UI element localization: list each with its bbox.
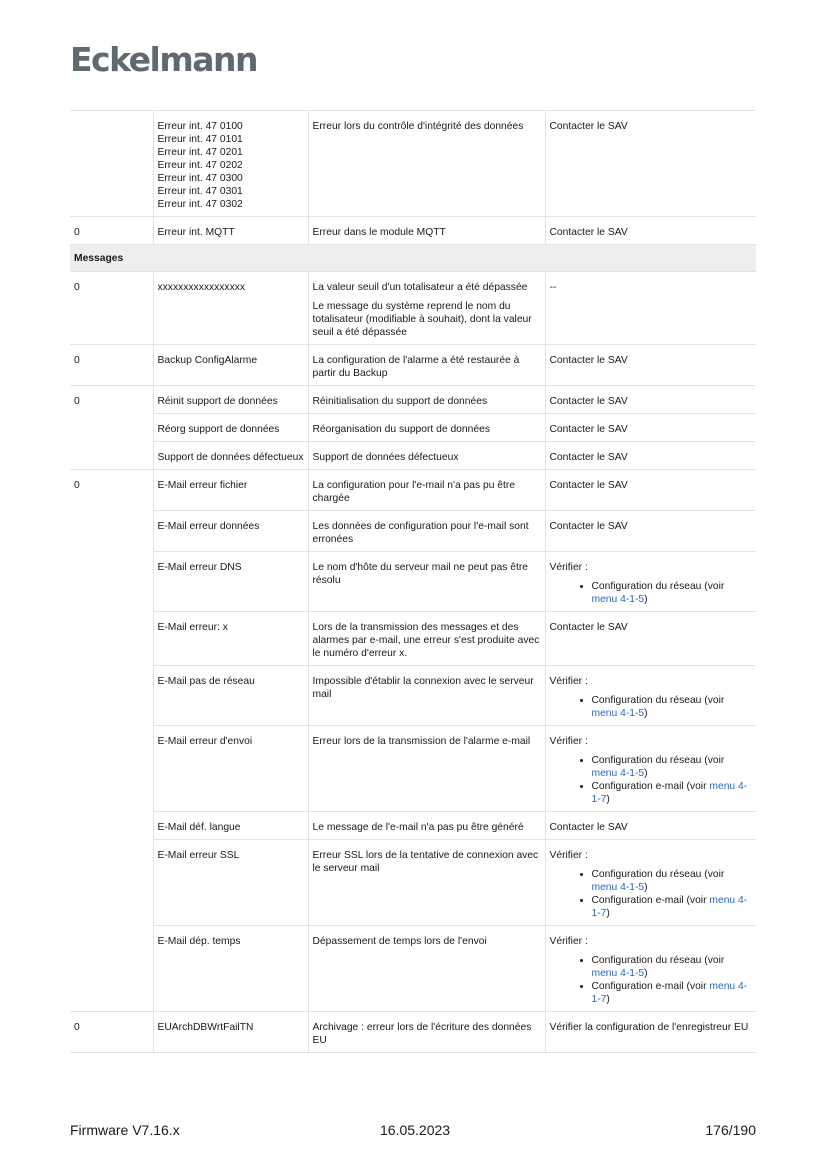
action-cell: Contacter le SAV [545,442,756,470]
action-cell: Contacter le SAV [545,111,756,217]
message-cell: Backup ConfigAlarme [153,345,308,386]
action-cell [545,552,756,612]
error-messages-table [70,110,756,1053]
priority-cell [70,840,153,926]
table-row [70,470,756,511]
action-cell [545,666,756,726]
description-cell: Dépassement de temps lors de l'envoi [308,926,545,1012]
priority-cell: 0 [70,217,153,245]
table-row [70,272,756,345]
action-cell: Vérifier la configuration de l'enregistreur EU [545,1012,756,1053]
check-list [550,868,753,920]
description-cell: Erreur lors du contrôle d'intégrité des données [308,111,545,217]
description-cell: Erreur SSL lors de la tentative de connexion avec le serveur mail [308,840,545,926]
action-cell: Contacter le SAV [545,511,756,552]
table-row [70,666,756,726]
action-intro: Vérifier : [549,936,588,947]
action-cell: Contacter le SAV [545,612,756,666]
table-row [70,442,756,470]
section-title: Messages [70,245,756,272]
description-cell: Réorganisation du support de données [308,414,545,442]
error-code: Erreur int. 47 0101 [157,134,243,145]
bullet-end: ) [644,594,648,605]
table-row [70,840,756,926]
priority-cell: 0 [70,386,153,414]
message-cell: E-Mail erreur: x [153,612,308,666]
description-cell: Réinitialisation du support de données [308,386,545,414]
description-cell: Le message de l'e-mail n'a pas pu être généré [308,812,545,840]
menu-link[interactable]: menu 4-1-5 [591,968,645,979]
table-row [70,552,756,612]
table-row [70,612,756,666]
priority-cell [70,111,153,217]
description-cell: Impossible d'établir la connexion avec le serveur mail [308,666,545,726]
table-row [70,414,756,442]
description-cell: Erreur lors de la transmission de l'alarme e-mail [308,726,545,812]
message-cell: E-Mail pas de réseau [153,666,308,726]
action-cell: -- [545,272,756,345]
menu-link[interactable]: menu 4-1-5 [591,708,645,719]
error-code: Erreur int. 47 0301 [157,186,243,197]
list-item [592,868,753,894]
table-row [70,926,756,1012]
bullet-end: ) [644,968,648,979]
message-cell: E-Mail erreur fichier [153,470,308,511]
list-item [592,580,753,606]
bullet-text: Configuration e-mail (voir [591,781,710,792]
description-cell: Archivage : erreur lors de l'écriture des données EU [308,1012,545,1053]
bullet-text: Configuration du réseau (voir [591,695,725,706]
bullet-text: Configuration du réseau (voir [591,755,725,766]
description-cell: La configuration pour l'e-mail n'a pas pu être chargée [308,470,545,511]
list-item [592,780,753,806]
priority-cell [70,511,153,552]
bullet-end: ) [644,708,648,719]
table-row [70,812,756,840]
bullet-end: ) [606,908,610,919]
list-item [592,754,753,780]
table-row [70,345,756,386]
error-code: Erreur int. 47 0201 [157,147,243,158]
eckelmann-logo: Eckelmann [70,40,257,79]
description-cell: Le nom d'hôte du serveur mail ne peut pas être résolu [308,552,545,612]
action-intro: Vérifier : [549,676,588,687]
message-cell: E-Mail déf. langue [153,812,308,840]
bullet-text: Configuration e-mail (voir [591,981,710,992]
message-cell: E-Mail erreur données [153,511,308,552]
error-code: Erreur int. 47 0300 [157,173,243,184]
bullet-text: Configuration du réseau (voir [591,869,725,880]
list-item [592,694,753,720]
footer-firmware-version: Firmware V7.16.x [70,1122,180,1138]
menu-link[interactable]: menu 4-1-7 [591,895,748,919]
description-cell: Les données de configuration pour l'e-mail sont erronées [308,511,545,552]
action-cell: Contacter le SAV [545,386,756,414]
description-paragraph: Le message du système reprend le nom du totalisateur (modifiable à souhait), dont la valeur seuil a été dépassée [312,301,532,338]
action-intro: Vérifier : [549,562,588,573]
check-list [550,694,753,720]
message-cell: E-Mail erreur d'envoi [153,726,308,812]
section-header-row [70,245,756,272]
priority-cell [70,726,153,812]
action-cell: Contacter le SAV [545,470,756,511]
check-list [550,754,753,806]
table-row [70,511,756,552]
message-cell [153,111,308,217]
priority-cell: 0 [70,470,153,511]
menu-link[interactable]: menu 4-1-7 [591,981,748,1005]
description-cell: La configuration de l'alarme a été restaurée à partir du Backup [308,345,545,386]
priority-cell [70,926,153,1012]
menu-link[interactable]: menu 4-1-5 [591,594,645,605]
description-cell: Erreur dans le module MQTT [308,217,545,245]
message-cell: xxxxxxxxxxxxxxxxx [153,272,308,345]
message-cell: E-Mail erreur SSL [153,840,308,926]
priority-cell [70,442,153,470]
message-cell: Réorg support de données [153,414,308,442]
action-cell: Contacter le SAV [545,812,756,840]
message-cell: E-Mail erreur DNS [153,552,308,612]
bullet-end: ) [606,994,610,1005]
bullet-text: Configuration du réseau (voir [591,955,725,966]
priority-cell [70,812,153,840]
priority-cell: 0 [70,345,153,386]
menu-link[interactable]: menu 4-1-5 [591,882,645,893]
error-code: Erreur int. 47 0202 [157,160,243,171]
bullet-end: ) [644,882,648,893]
action-cell [545,926,756,1012]
priority-cell: 0 [70,272,153,345]
message-cell: Erreur int. MQTT [153,217,308,245]
list-item [592,954,753,980]
table-row [70,1012,756,1053]
table-row [70,726,756,812]
priority-cell [70,552,153,612]
action-cell: Contacter le SAV [545,345,756,386]
menu-link[interactable]: menu 4-1-7 [591,781,748,805]
description-cell [308,272,545,345]
table-row [70,217,756,245]
action-cell [545,726,756,812]
bullet-text: Configuration du réseau (voir [591,581,725,592]
message-cell: E-Mail dép. temps [153,926,308,1012]
action-intro: Vérifier : [549,736,588,747]
description-cell: Lors de la transmission des messages et des alarmes par e-mail, une erreur s'est produite avec le numéro d'erreur x. [308,612,545,666]
action-intro: Vérifier : [549,850,588,861]
error-code: Erreur int. 47 0100 [157,121,243,132]
description-paragraph: La valeur seuil d'un totalisateur a été dépassée [312,282,528,293]
message-cell: Support de données défectueux [153,442,308,470]
priority-cell [70,414,153,442]
priority-cell: 0 [70,1012,153,1053]
message-cell: EUArchDBWrtFailTN [153,1012,308,1053]
error-code: Erreur int. 47 0302 [157,199,243,210]
bullet-end: ) [644,768,648,779]
priority-cell [70,666,153,726]
bullet-end: ) [606,794,610,805]
bullet-text: Configuration e-mail (voir [591,895,710,906]
list-item [592,894,753,920]
description-cell: Support de données défectueux [308,442,545,470]
table-row [70,386,756,414]
footer-date: 16.05.2023 [380,1122,451,1138]
message-cell: Réinit support de données [153,386,308,414]
table-row [70,111,756,217]
action-cell: Contacter le SAV [545,414,756,442]
check-list [550,954,753,1006]
menu-link[interactable]: menu 4-1-5 [591,768,645,779]
list-item [592,980,753,1006]
priority-cell [70,612,153,666]
footer-page-number: 176/190 [705,1122,756,1138]
action-cell [545,840,756,926]
check-list [550,580,753,606]
action-cell: Contacter le SAV [545,217,756,245]
